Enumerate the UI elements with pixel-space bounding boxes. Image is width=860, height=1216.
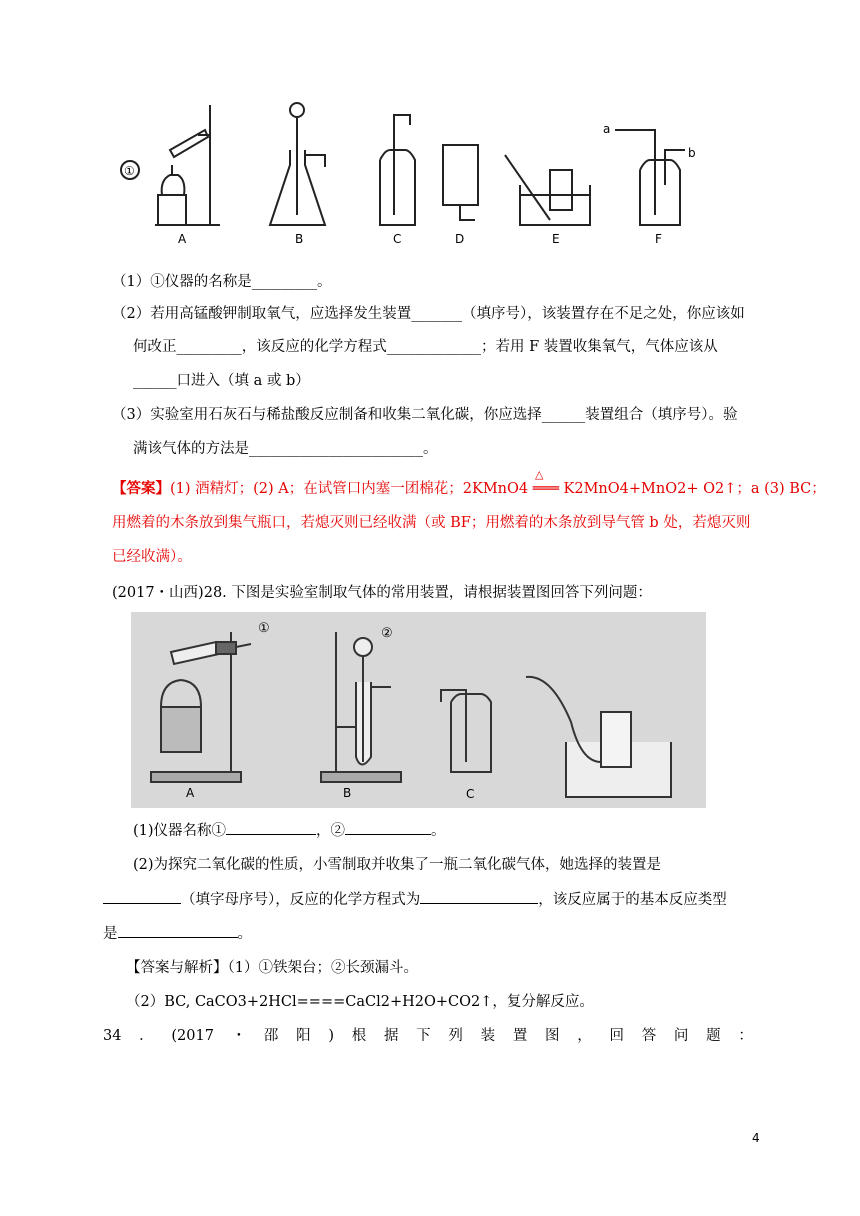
- q1-line1: （1）①仪器的名称是_________。: [112, 274, 332, 290]
- heat-symbol: △: [535, 468, 544, 481]
- q2-line3: （填字母序号），反应的化学方程式为 ，该反应属于的基本反应类型: [103, 889, 727, 910]
- q2-header: (2017・山西)28. 下图是实验室制取气体的常用装置，请根据装置图回答下列问题：: [112, 585, 652, 601]
- answer1-line3: 已经收满）。: [112, 549, 192, 565]
- label-D: D: [455, 232, 465, 245]
- answer1-line2: 用燃着的木条放到集气瓶口，若熄灭则已经收满（或 BF；用燃着的木条放到导气管 b 处，若熄灭则: [112, 515, 751, 531]
- marker-1: ①: [124, 164, 135, 178]
- fig2-marker-2: ②: [381, 626, 393, 641]
- label-F: F: [655, 232, 662, 245]
- q2-line1: (1)仪器名称① ，② 。: [133, 820, 446, 841]
- answer2-line2: （2）BC, CaCO3+2HCl====CaCl2+H2O+CO2↑，复分解反应。: [126, 994, 594, 1010]
- answer2-line1: 【答案与解析】（1）①铁架台；②长颈漏斗。: [126, 960, 418, 976]
- apparatus-figure-2: [131, 612, 706, 808]
- q3-header: 34 ． (2017 ・ 邵 阳 ) 根 据 下 列 装 置 图 ， 回 答 问 题 ：: [103, 1028, 753, 1044]
- port-b-label: b: [688, 146, 696, 160]
- fig2-marker-1: ①: [258, 621, 270, 636]
- fig2-label-A: A: [186, 786, 195, 800]
- q1-line3: 何改正_________，该反应的化学方程式_____________；若用 F 装置收集氧气，气体应该从: [133, 339, 718, 355]
- label-C: C: [393, 232, 402, 245]
- fig2-label-B: B: [343, 786, 352, 800]
- label-A: A: [178, 232, 187, 245]
- apparatus-figure-1: [110, 95, 710, 245]
- q2-line2: (2)为探究二氧化碳的性质，小雪制取并收集了一瓶二氧化碳气体，她选择的装置是: [133, 857, 662, 873]
- port-a-label: a: [603, 122, 611, 136]
- q1-line4: ______口进入（填 a 或 b）: [133, 373, 310, 389]
- label-E: E: [552, 232, 560, 245]
- answer-tag: 【答案】: [112, 480, 170, 497]
- label-B: B: [295, 232, 304, 245]
- fig2-label-C: C: [466, 787, 475, 801]
- q2-line4: 是 。: [103, 923, 252, 944]
- q1-line2: （2）若用高锰酸钾制取氧气，应选择发生装置_______（填序号），该装置存在不足之处，你应该如: [112, 306, 745, 322]
- q1-line6: 满该气体的方法是________________________。: [133, 441, 438, 457]
- page-number: 4: [752, 1131, 760, 1145]
- q1-line5: （3）实验室用石灰石与稀盐酸反应制备和收集二氧化碳，你应选择______装置组合（填序号）。验: [112, 407, 738, 423]
- answer1-line1: 【答案】(1) 酒精灯；(2) A；在试管口内塞一团棉花；2KMnO4 ═══ K2MnO4+MnO2+ O2↑；a (3) BC；: [112, 480, 826, 497]
